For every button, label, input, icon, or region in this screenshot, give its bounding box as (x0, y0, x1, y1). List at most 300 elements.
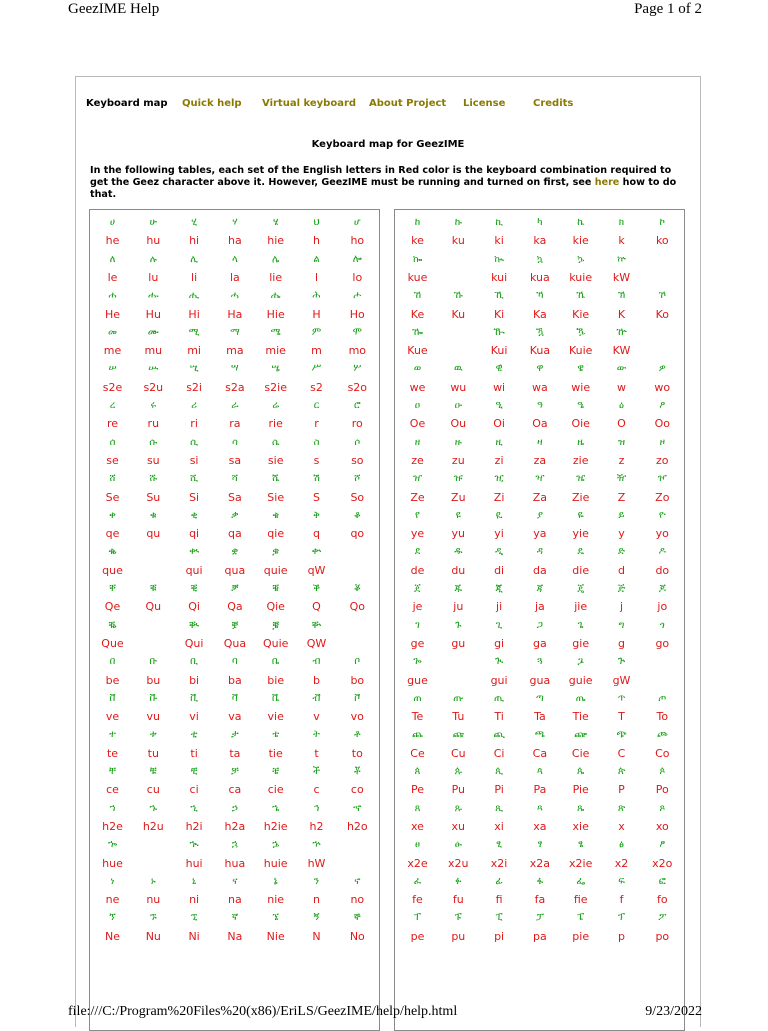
geez-character: ከ (414, 217, 421, 228)
key-combination: O (617, 417, 626, 431)
key-combination: zo (656, 453, 669, 467)
geez-character: ፈ (413, 875, 422, 887)
geez-char-row (90, 543, 379, 561)
key-combination: sa (228, 453, 242, 467)
key-combo-row (395, 525, 684, 543)
key-combination: Oe (409, 417, 426, 431)
geez-character: ቀ (109, 509, 116, 521)
key-combo-row (90, 342, 379, 360)
key-combination: co (350, 783, 364, 797)
key-combination: Sa (228, 490, 242, 504)
geez-character: ፀ (415, 839, 420, 851)
key-combo-row (90, 269, 379, 287)
geez-character: ዱ (454, 546, 463, 558)
geez-character: ዒ (495, 400, 503, 411)
key-combination: wi (493, 380, 506, 394)
geez-character: ሉ (149, 253, 157, 265)
key-combination: ka (533, 234, 547, 248)
geez-character: ሰ (109, 436, 116, 448)
key-combination: Kua (529, 344, 551, 358)
nav-license[interactable]: License (463, 98, 506, 109)
geez-character: ዤ (576, 473, 586, 485)
key-combination: yie (572, 527, 589, 541)
nav-virtual-keyboard[interactable]: Virtual keyboard (262, 98, 357, 109)
geez-character: ኪ (495, 217, 503, 228)
key-combination: Zu (451, 490, 466, 504)
geez-character: ዅ (616, 326, 627, 338)
geez-char-row (395, 690, 684, 708)
geez-character: ሔ (270, 290, 281, 302)
key-combination: qW (307, 563, 326, 577)
key-combination: gie (572, 636, 590, 650)
key-combination: Pe (410, 783, 424, 797)
key-combination: mo (348, 344, 367, 358)
geez-character: ሊ (190, 253, 198, 265)
key-combination: nie (267, 893, 285, 907)
geez-character: ጁ (454, 583, 463, 594)
key-combination: zie (572, 453, 589, 467)
key-combination: Qu (145, 600, 162, 614)
geez-character: ጓ (537, 656, 543, 668)
geez-character: ኩ (454, 217, 462, 228)
key-combination: fie (573, 893, 588, 907)
geez-char-row (395, 214, 684, 232)
key-combination: So (350, 490, 365, 504)
key-combination: Cu (450, 746, 466, 760)
geez-char-row (90, 434, 379, 452)
key-combination: vo (350, 710, 364, 724)
key-combination: Qa (227, 600, 243, 614)
geez-character: ቲ (190, 729, 198, 741)
geez-char-row (395, 909, 684, 927)
geez-character: ዣ (535, 473, 545, 485)
key-combination: xi (494, 819, 504, 833)
key-combo-row (395, 672, 684, 690)
key-combination: QW (306, 636, 327, 650)
geez-character: ፓ (535, 912, 544, 924)
geez-character: ቼ (272, 766, 280, 777)
key-combination: Ou (450, 417, 467, 431)
key-combination: Ci (493, 746, 505, 760)
key-combination: Pi (494, 783, 504, 797)
key-combination: jie (574, 600, 588, 614)
key-combination: s2e (102, 380, 123, 394)
geez-character: ረ (109, 400, 116, 411)
geez-character: ማ (230, 326, 240, 338)
geez-char-row (395, 251, 684, 269)
geez-character: ት (313, 729, 320, 741)
key-combination: v (313, 710, 320, 724)
geez-character: ቃ (231, 509, 239, 521)
geez-character: ቅ (313, 509, 320, 521)
geez-char-row (90, 287, 379, 305)
key-combination: Si (189, 490, 200, 504)
key-combination: Kie (572, 307, 590, 321)
geez-character: ኊ (189, 839, 199, 851)
geez-character: ዶ (658, 546, 666, 558)
geez-character: ሄ (272, 217, 279, 228)
geez-character: ዡ (453, 473, 463, 485)
geez-character: ቑ (149, 583, 157, 594)
geez-char-row (395, 653, 684, 671)
geez-character: ሁ (149, 217, 157, 228)
key-combination: f (619, 893, 624, 907)
key-combo-row (395, 342, 684, 360)
geez-character: ሦ (353, 363, 362, 375)
key-combination: hie (267, 234, 285, 248)
key-combination: Ze (410, 490, 425, 504)
key-combination: Oo (654, 417, 670, 431)
geez-char-row (90, 763, 379, 781)
nav-keyboard-map[interactable]: Keyboard map (86, 98, 168, 109)
geez-character: ኄ (272, 802, 280, 814)
geez-character: ኙ (149, 912, 157, 924)
geez-character: ዩ (455, 509, 461, 521)
geez-character: ኬ (577, 217, 585, 228)
geez-character: ጻ (536, 802, 543, 814)
geez-character: ጄ (577, 583, 585, 594)
key-combination: He (104, 307, 121, 321)
geez-character: ኌ (272, 839, 280, 851)
geez-character: ቱ (149, 729, 157, 741)
geez-character: መ (107, 326, 118, 338)
key-combination: k (618, 234, 625, 248)
key-combination: gi (494, 636, 505, 650)
geez-character: ክ (618, 217, 625, 228)
key-combination: Qua (223, 636, 247, 650)
key-combination: bo (350, 673, 365, 687)
key-combination: su (146, 453, 160, 467)
key-combination: ja (534, 600, 545, 614)
key-combination: mi (187, 344, 201, 358)
geez-character: ራ (231, 400, 239, 411)
nav-about-project[interactable]: About Project (369, 98, 447, 109)
geez-character: ፁ (454, 839, 462, 851)
geez-character: ፃ (537, 839, 543, 851)
geez-character: ዓ (536, 400, 543, 411)
geez-char-row (395, 397, 684, 415)
key-combination: h2i (185, 819, 203, 833)
key-combination: qa (228, 527, 242, 541)
key-combination: Ni (188, 929, 200, 943)
key-combination: x2i (490, 856, 508, 870)
geez-char-row (90, 251, 379, 269)
key-combination: Ku (451, 307, 466, 321)
key-combination: da (533, 563, 547, 577)
geez-char-row (90, 690, 379, 708)
key-combination: wa (532, 380, 548, 394)
key-combination: ji (496, 600, 503, 614)
geez-character: ጀ (414, 583, 421, 594)
key-combination: h2 (309, 819, 324, 833)
geez-character: ፎ (658, 875, 666, 887)
geez-char-row (90, 873, 379, 891)
key-combination: h2e (102, 819, 123, 833)
key-combination: Kuie (568, 344, 593, 358)
geez-char-row (90, 726, 379, 744)
key-combination: pa (533, 929, 547, 943)
geez-character: ጪ (493, 729, 505, 741)
key-combo-row (90, 562, 379, 580)
geez-character: ን (313, 875, 320, 887)
geez-character: ኖ (354, 875, 361, 887)
key-combination: Po (655, 783, 669, 797)
key-combination: Zie (572, 490, 590, 504)
geez-character: ቈ (108, 546, 117, 558)
geez-character: ቄ (272, 509, 280, 521)
key-combination: la (229, 270, 240, 284)
key-combo-row (395, 232, 684, 250)
geez-character: ዀ (412, 326, 423, 338)
geez-character: ቌ (272, 546, 280, 558)
geez-character: ጅ (617, 583, 626, 594)
key-combination: xa (533, 819, 547, 833)
geez-character: ሴ (271, 436, 280, 448)
geez-character: ጠ (413, 692, 422, 704)
key-combination: gu (451, 636, 466, 650)
geez-character: ጣ (535, 692, 544, 704)
geez-character: ኹ (453, 290, 463, 302)
geez-character: ኞ (353, 912, 361, 924)
geez-character: ሱ (149, 436, 158, 448)
key-combination: ju (453, 600, 464, 614)
geez-character: ሶ (354, 436, 361, 448)
key-combination: xie (572, 819, 589, 833)
geez-char-row (395, 543, 684, 561)
geez-character: ቊ (189, 546, 200, 558)
key-combination: p (618, 929, 625, 943)
geez-character: ጶ (659, 766, 666, 777)
key-combo-row (395, 891, 684, 909)
geez-character: ኾ (658, 290, 666, 302)
geez-character: ፆ (659, 839, 666, 851)
key-combination: ra (229, 417, 241, 431)
key-combination: H (312, 307, 321, 321)
geez-character: ሆ (353, 217, 361, 228)
geez-character: ዘ (414, 436, 421, 448)
geez-character: ቆ (353, 509, 361, 521)
geez-character: ው (616, 363, 627, 375)
key-combination: Hi (188, 307, 200, 321)
geez-character: ቕ (312, 583, 321, 594)
geez-character: ኂ (190, 802, 198, 814)
geez-character: ቮ (354, 692, 361, 704)
key-combination: s2a (225, 380, 245, 394)
geez-character: ሞ (352, 326, 362, 338)
geez-character: በ (109, 656, 116, 668)
keyboard-map-table-right (394, 209, 685, 1031)
geez-character: ደ (414, 546, 421, 558)
key-combination: ti (190, 746, 198, 760)
geez-character: ጳ (536, 766, 543, 777)
geez-character: ል (313, 253, 320, 265)
geez-character: ሎ (352, 253, 362, 265)
key-combination: Z (617, 490, 626, 504)
key-combination: x2e (407, 856, 428, 870)
geez-character: ያ (536, 509, 543, 521)
geez-character: ሃ (232, 217, 238, 228)
key-combination: x2u (448, 856, 469, 870)
key-combination: ri (190, 417, 198, 431)
geez-character: ሂ (191, 217, 197, 228)
key-combo-row (395, 269, 684, 287)
key-combination: sie (267, 453, 284, 467)
key-combination: Qo (349, 600, 365, 614)
key-combination: Za (532, 490, 548, 504)
geez-character: ግ (618, 619, 625, 631)
geez-character: ብ (312, 656, 321, 668)
geez-char-row (395, 287, 684, 305)
geez-character: ፖ (658, 912, 667, 924)
geez-character: ጭ (616, 729, 627, 741)
key-combination: kui (491, 270, 508, 284)
key-combination: kue (407, 270, 428, 284)
key-combination: je (412, 600, 423, 614)
key-combination: n (313, 893, 320, 907)
here-link[interactable]: here (594, 177, 620, 188)
nav-credits[interactable]: Credits (533, 98, 574, 109)
key-combination: ce (106, 783, 119, 797)
geez-character: ቒ (190, 583, 198, 594)
geez-character: ሑ (148, 290, 159, 302)
geez-character: ዛ (537, 436, 543, 448)
geez-character: ና (232, 875, 238, 887)
geez-character: ሼ (271, 473, 280, 485)
geez-character: ወ (413, 363, 422, 375)
key-combo-row (90, 379, 379, 397)
key-combination: x2a (529, 856, 551, 870)
geez-character: ጹ (454, 802, 462, 814)
key-combo-row (90, 489, 379, 507)
geez-character: ፍ (618, 875, 625, 887)
geez-character: ጒ (495, 656, 504, 668)
key-combination: rie (268, 417, 283, 431)
key-combination: gW (612, 673, 631, 687)
key-combination: ha (228, 234, 242, 248)
key-combination: s2o (347, 380, 368, 394)
geez-character: ስ (313, 436, 320, 448)
key-combination: ga (533, 636, 547, 650)
key-combination: go (655, 636, 670, 650)
key-combination: h2u (142, 819, 164, 833)
geez-character: ቬ (271, 692, 280, 704)
geez-character: ጮ (657, 729, 668, 741)
geez-char-row (395, 470, 684, 488)
intro-paragraph (90, 165, 690, 201)
key-combo-row (395, 708, 684, 726)
key-combination: fe (412, 893, 423, 907)
geez-character: ጨ (412, 729, 423, 741)
key-combination: g (618, 636, 625, 650)
key-combination: hua (224, 856, 246, 870)
key-combination: nu (146, 893, 161, 907)
intro-text-end: how to do that. (90, 177, 677, 200)
key-combination: be (105, 673, 120, 687)
key-combination: yi (494, 527, 504, 541)
geez-character: ሪ (191, 400, 198, 411)
key-combination: ma (226, 344, 244, 358)
key-combination: Pu (451, 783, 465, 797)
geez-character: ሒ (188, 290, 200, 302)
geez-character: ቖ (353, 583, 361, 594)
geez-character: ፔ (577, 912, 585, 924)
geez-char-row (90, 214, 379, 232)
keyboard-map-table-left (89, 209, 380, 1031)
key-combination: le (107, 270, 118, 284)
geez-character: ፑ (454, 912, 462, 924)
key-combination: c (313, 783, 320, 797)
key-combination: Tie (572, 710, 589, 724)
geez-character: ኔ (273, 875, 278, 887)
geez-char-row (90, 397, 379, 415)
key-combination: fa (534, 893, 546, 907)
geez-character: ዙ (454, 436, 462, 448)
geez-character: ር (313, 400, 320, 411)
key-combination: qi (189, 527, 200, 541)
key-combo-row (90, 708, 379, 726)
key-combination: Sie (267, 490, 285, 504)
key-combination: ta (229, 746, 241, 760)
geez-character: ኃ (231, 802, 238, 814)
key-combination: vi (189, 710, 199, 724)
geez-character: ጴ (577, 766, 585, 777)
key-combination: Q (312, 600, 321, 614)
geez-character: ኳ (536, 253, 544, 265)
key-combination: Pa (533, 783, 547, 797)
geez-character: ካ (537, 217, 543, 228)
geez-character: ቸ (109, 766, 116, 777)
key-combination: ku (451, 234, 465, 248)
geez-character: ሠ (108, 363, 117, 375)
nav-quick-help[interactable]: Quick help (182, 98, 242, 109)
key-combination: ca (228, 783, 242, 797)
geez-character: ኚ (190, 912, 198, 924)
key-combo-row (90, 781, 379, 799)
key-combination: se (106, 453, 119, 467)
key-combination: ke (411, 234, 424, 248)
key-combination: gue (407, 673, 428, 687)
geez-character: ዦ (657, 473, 667, 485)
geez-character: ሤ (271, 363, 280, 375)
key-combo-row (395, 818, 684, 836)
geez-character: ቐ (109, 583, 116, 594)
geez-character: ሬ (272, 400, 280, 411)
geez-character: ዂ (493, 326, 505, 338)
key-combination: hi (189, 234, 200, 248)
key-combination: do (655, 563, 670, 577)
key-combination: h2ie (263, 819, 288, 833)
key-combination: li (191, 270, 198, 284)
geez-character: ፌ (576, 875, 586, 887)
key-combination: xo (655, 819, 669, 833)
key-combination: kuie (569, 270, 593, 284)
key-combination: yu (451, 527, 466, 541)
geez-char-row (395, 434, 684, 452)
key-combination: Que (101, 636, 124, 650)
key-combination: xe (411, 819, 424, 833)
geez-character: ተ (109, 729, 116, 741)
geez-character: ጥ (617, 692, 626, 704)
geez-character: ለ (109, 253, 116, 265)
key-combination: Nie (266, 929, 285, 943)
geez-char-row (395, 726, 684, 744)
geez-character: ኁ (149, 802, 158, 814)
geez-character: ፂ (496, 839, 503, 851)
key-combination: ge (410, 636, 425, 650)
geez-character: ፐ (413, 912, 422, 924)
geez-character: ባ (232, 656, 238, 668)
key-combination: Oie (571, 417, 590, 431)
